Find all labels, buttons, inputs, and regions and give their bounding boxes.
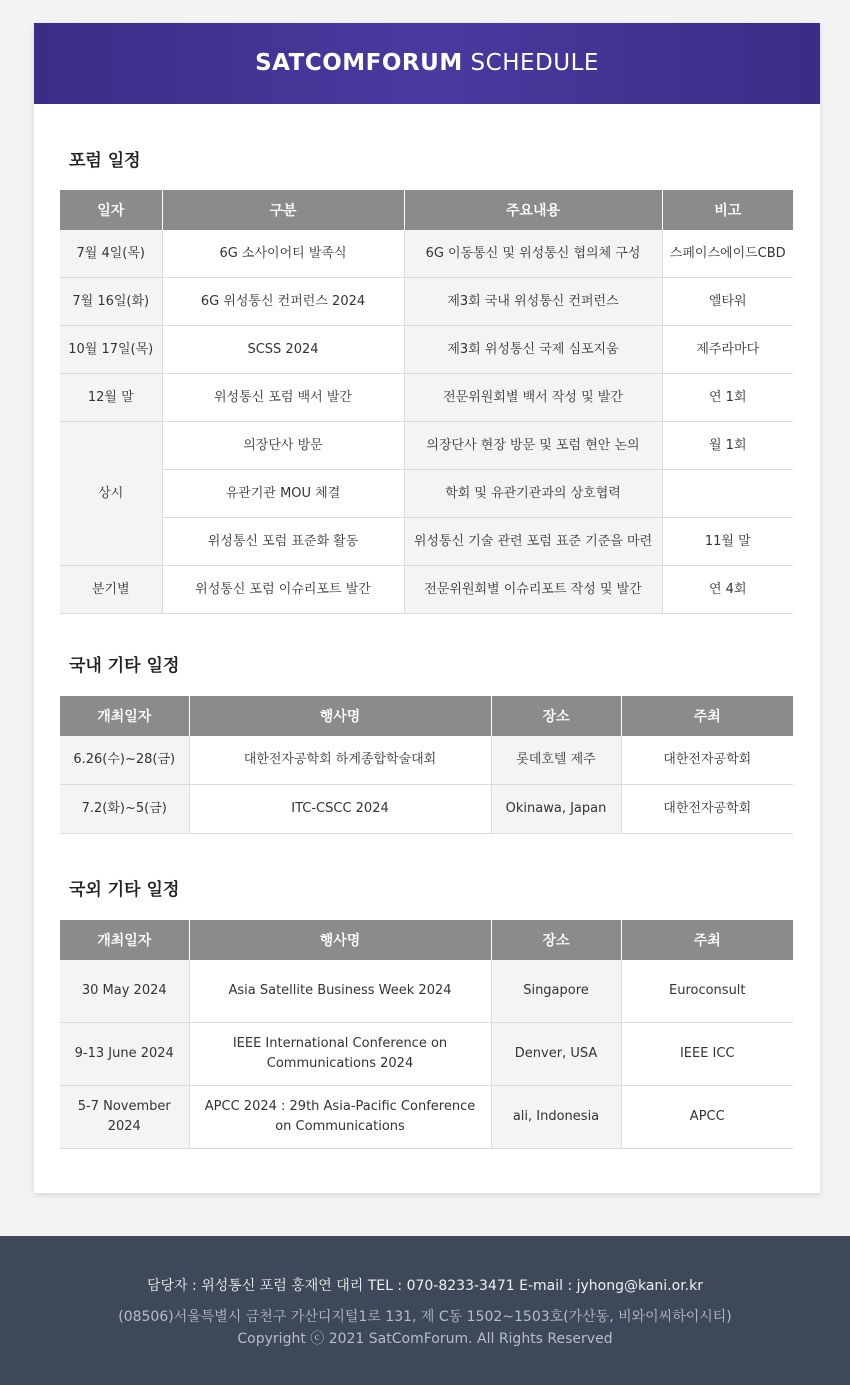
cell-date: 9-13 June 2024 — [60, 1023, 189, 1086]
cell-note: 11월 말 — [662, 518, 793, 566]
cell-date: 7월 4일(목) — [60, 230, 162, 278]
forum-schedule-table — [60, 190, 793, 614]
cell-date: 7.2(화)~5(금) — [60, 785, 189, 834]
table-row — [60, 422, 793, 470]
cell-category: 위성통신 포럼 표준화 활동 — [162, 518, 404, 566]
footer-address: (08506)서울특별시 금천구 가산디지털1로 131, 제 C동 1502~1503호(가산동, 비와이씨하이시티) — [118, 1309, 732, 1325]
cell-place: 롯데호텔 제주 — [491, 736, 621, 785]
cell-content: 위성통신 기술 관련 포럼 표준 기준을 마련 — [404, 518, 662, 566]
cell-place: Singapore — [491, 960, 621, 1023]
page-footer — [0, 1236, 850, 1385]
international-schedule-table — [60, 920, 793, 1149]
cell-date: 10월 17일(목) — [60, 326, 162, 374]
table-row — [60, 736, 793, 785]
table-header: 행사명 — [189, 696, 491, 736]
table-header: 주요내용 — [404, 190, 662, 230]
cell-category: 위성통신 포럼 이슈리포트 발간 — [162, 566, 404, 614]
cell-event: IEEE International Conference on Communications 2024 — [189, 1023, 491, 1086]
table-row — [60, 1086, 793, 1149]
domestic-schedule-table — [60, 696, 793, 834]
cell-date: 5-7 November 2024 — [60, 1086, 189, 1149]
cell-note: 연 1회 — [662, 374, 793, 422]
cell-category: 6G 위성통신 컨퍼런스 2024 — [162, 278, 404, 326]
cell-place: Okinawa, Japan — [491, 785, 621, 834]
header-title-bold: SATCOMFORUM — [255, 50, 463, 76]
cell-place: Denver, USA — [491, 1023, 621, 1086]
table-row — [60, 230, 793, 278]
cell-host: Euroconsult — [621, 960, 793, 1023]
table-header: 주최 — [621, 920, 793, 960]
cell-note: 엘타워 — [662, 278, 793, 326]
cell-content: 6G 이동통신 및 위성통신 협의체 구성 — [404, 230, 662, 278]
table-header: 일자 — [60, 190, 162, 230]
cell-content: 제3회 위성통신 국제 심포지움 — [404, 326, 662, 374]
table-row — [60, 566, 793, 614]
cell-place: ali, Indonesia — [491, 1086, 621, 1149]
table-header: 구분 — [162, 190, 404, 230]
cell-content: 제3회 국내 위성통신 컨퍼런스 — [404, 278, 662, 326]
table-header: 장소 — [491, 920, 621, 960]
cell-content: 전문위원회별 이슈리포트 작성 및 발간 — [404, 566, 662, 614]
table-header: 개최일자 — [60, 920, 189, 960]
cell-category: 위성통신 포럼 백서 발간 — [162, 374, 404, 422]
table-row — [60, 518, 793, 566]
cell-content: 전문위원회별 백서 작성 및 발간 — [404, 374, 662, 422]
table-row — [60, 470, 793, 518]
table-header: 주최 — [621, 696, 793, 736]
cell-category: SCSS 2024 — [162, 326, 404, 374]
table-row — [60, 278, 793, 326]
footer-contact: 담당자 : 위성통신 포럼 홍재연 대리 TEL : 070-8233-3471 E-mail : jyhong@kani.or.kr — [147, 1278, 703, 1294]
table-row — [60, 326, 793, 374]
cell-note: 제주라마다 — [662, 326, 793, 374]
table-header: 비고 — [662, 190, 793, 230]
cell-host: 대한전자공학회 — [621, 736, 793, 785]
cell-date: 7월 16일(화) — [60, 278, 162, 326]
cell-note: 연 4회 — [662, 566, 793, 614]
cell-note: 월 1회 — [662, 422, 793, 470]
cell-note — [662, 470, 793, 518]
cell-content: 학회 및 유관기관과의 상호협력 — [404, 470, 662, 518]
page-header — [34, 23, 820, 104]
cell-category: 의장단사 방문 — [162, 422, 404, 470]
cell-event: 대한전자공학회 하계종합학술대회 — [189, 736, 491, 785]
cell-host: IEEE ICC — [621, 1023, 793, 1086]
cell-date: 분기별 — [60, 566, 162, 614]
table-header: 행사명 — [189, 920, 491, 960]
table-row — [60, 960, 793, 1023]
cell-host: APCC — [621, 1086, 793, 1149]
cell-date: 12월 말 — [60, 374, 162, 422]
cell-category: 6G 소사이어티 발족식 — [162, 230, 404, 278]
table-row — [60, 1023, 793, 1086]
footer-copyright: Copyright ⓒ 2021 SatComForum. All Rights Reserved — [237, 1331, 613, 1347]
header-title-light: SCHEDULE — [470, 50, 599, 76]
forum-section-title: 포럼 일정 — [69, 151, 141, 171]
cell-date: 6.26(수)~28(금) — [60, 736, 189, 785]
table-row — [60, 374, 793, 422]
cell-category: 유관기관 MOU 체결 — [162, 470, 404, 518]
table-header: 개최일자 — [60, 696, 189, 736]
cell-note: 스페이스에이드CBD — [662, 230, 793, 278]
cell-event: ITC-CSCC 2024 — [189, 785, 491, 834]
cell-content: 의장단사 현장 방문 및 포럼 현안 논의 — [404, 422, 662, 470]
schedule-card — [34, 23, 820, 1193]
cell-event: Asia Satellite Business Week 2024 — [189, 960, 491, 1023]
table-row — [60, 785, 793, 834]
international-section-title: 국외 기타 일정 — [69, 880, 180, 900]
cell-date: 상시 — [60, 422, 162, 566]
cell-date: 30 May 2024 — [60, 960, 189, 1023]
table-header: 장소 — [491, 696, 621, 736]
cell-host: 대한전자공학회 — [621, 785, 793, 834]
cell-event: APCC 2024 : 29th Asia-Pacific Conference on Communications — [189, 1086, 491, 1149]
domestic-section-title: 국내 기타 일정 — [69, 656, 180, 676]
